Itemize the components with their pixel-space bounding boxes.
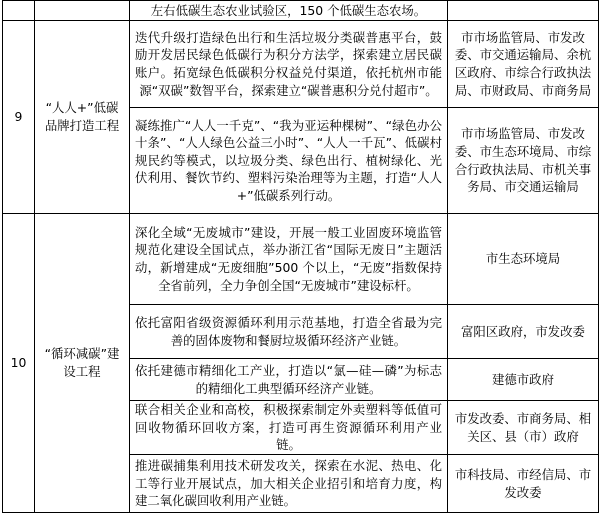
responsible-departments: 市市场监管局、市发改委、市生态环境局、市综合行政执法局、市机关事务局、市交通运输局 (448, 108, 599, 214)
task-content: 依托建德市精细化工产业，打造以“氯—硅—磷”为标志的精细化工典型循环经济产业链。 (130, 359, 448, 401)
project-name: “人人+”低碳品牌打造工程 (35, 21, 130, 214)
table-row (3, 21, 599, 108)
task-content: 迭代升级打造绿色出行和生活垃圾分类碳普惠平台，鼓励开发居民绿色低碳行为积分方法学，探索建立居民碳账户。拓宽绿色低碳积分权益兑付渠道，依托杭州市能源“双碳”数智平台，探索建立“碳普惠积分兑付超市”。 (130, 21, 448, 108)
task-content: 深化全域“无废城市”建设，开展一般工业固废环境监管规范化建设全国试点，举办浙江省“国际无废日”主题活动，新增建成“无废细胞”500 个以上，“无废”指数保持全省前列，全力争创全国“无废城市”建设标杆。 (130, 214, 448, 305)
row-number (3, 1, 35, 21)
project-table (2, 0, 599, 513)
task-content: 推进碳捕集利用技术研发攻关，探索在水泥、热电、化工等行业开展试点，加大相关企业招引和培育力度，构建二氧化碳回收利用产业链。 (130, 455, 448, 513)
responsible-departments: 市生态环境局 (448, 214, 599, 305)
responsible-departments (448, 1, 599, 21)
task-content: 凝练推广“人人一千克”、“我为亚运种棵树”、“绿色办公十条”、“人人绿色公益三小时”、“人人一千瓦”、低碳村规民约等模式，以垃圾分类、绿色出行、植树绿化、光伏利用、餐饮节约、塑料污染治理等为主题，打造“人人+”低碳系列行动。 (130, 108, 448, 214)
responsible-departments: 建德市政府 (448, 359, 599, 401)
task-content: 左右低碳生态农业试验区，150 个低碳生态农场。 (130, 1, 448, 21)
table-row (3, 214, 599, 305)
row-number: 9 (3, 21, 35, 214)
project-name: “循环减碳”建设工程 (35, 214, 130, 513)
task-content: 联合相关企业和高校，积极探索制定外卖塑料等低值可回收物循环回收方案，打造可再生资源循环利用产业链。 (130, 401, 448, 455)
responsible-departments: 市市场监管局、市发改委、市交通运输局、余杭区政府、市综合行政执法局、市财政局、市商务局 (448, 21, 599, 108)
responsible-departments: 市科技局、市经信局、市发改委 (448, 455, 599, 513)
row-number: 10 (3, 214, 35, 513)
project-name (35, 1, 130, 21)
responsible-departments: 富阳区政府，市发改委 (448, 305, 599, 359)
task-content: 依托富阳省级资源循环利用示范基地，打造全省最为完善的固体废物和餐厨垃圾循环经济产业链。 (130, 305, 448, 359)
table-row (3, 1, 599, 21)
responsible-departments: 市发改委、市商务局、相关区、县（市）政府 (448, 401, 599, 455)
